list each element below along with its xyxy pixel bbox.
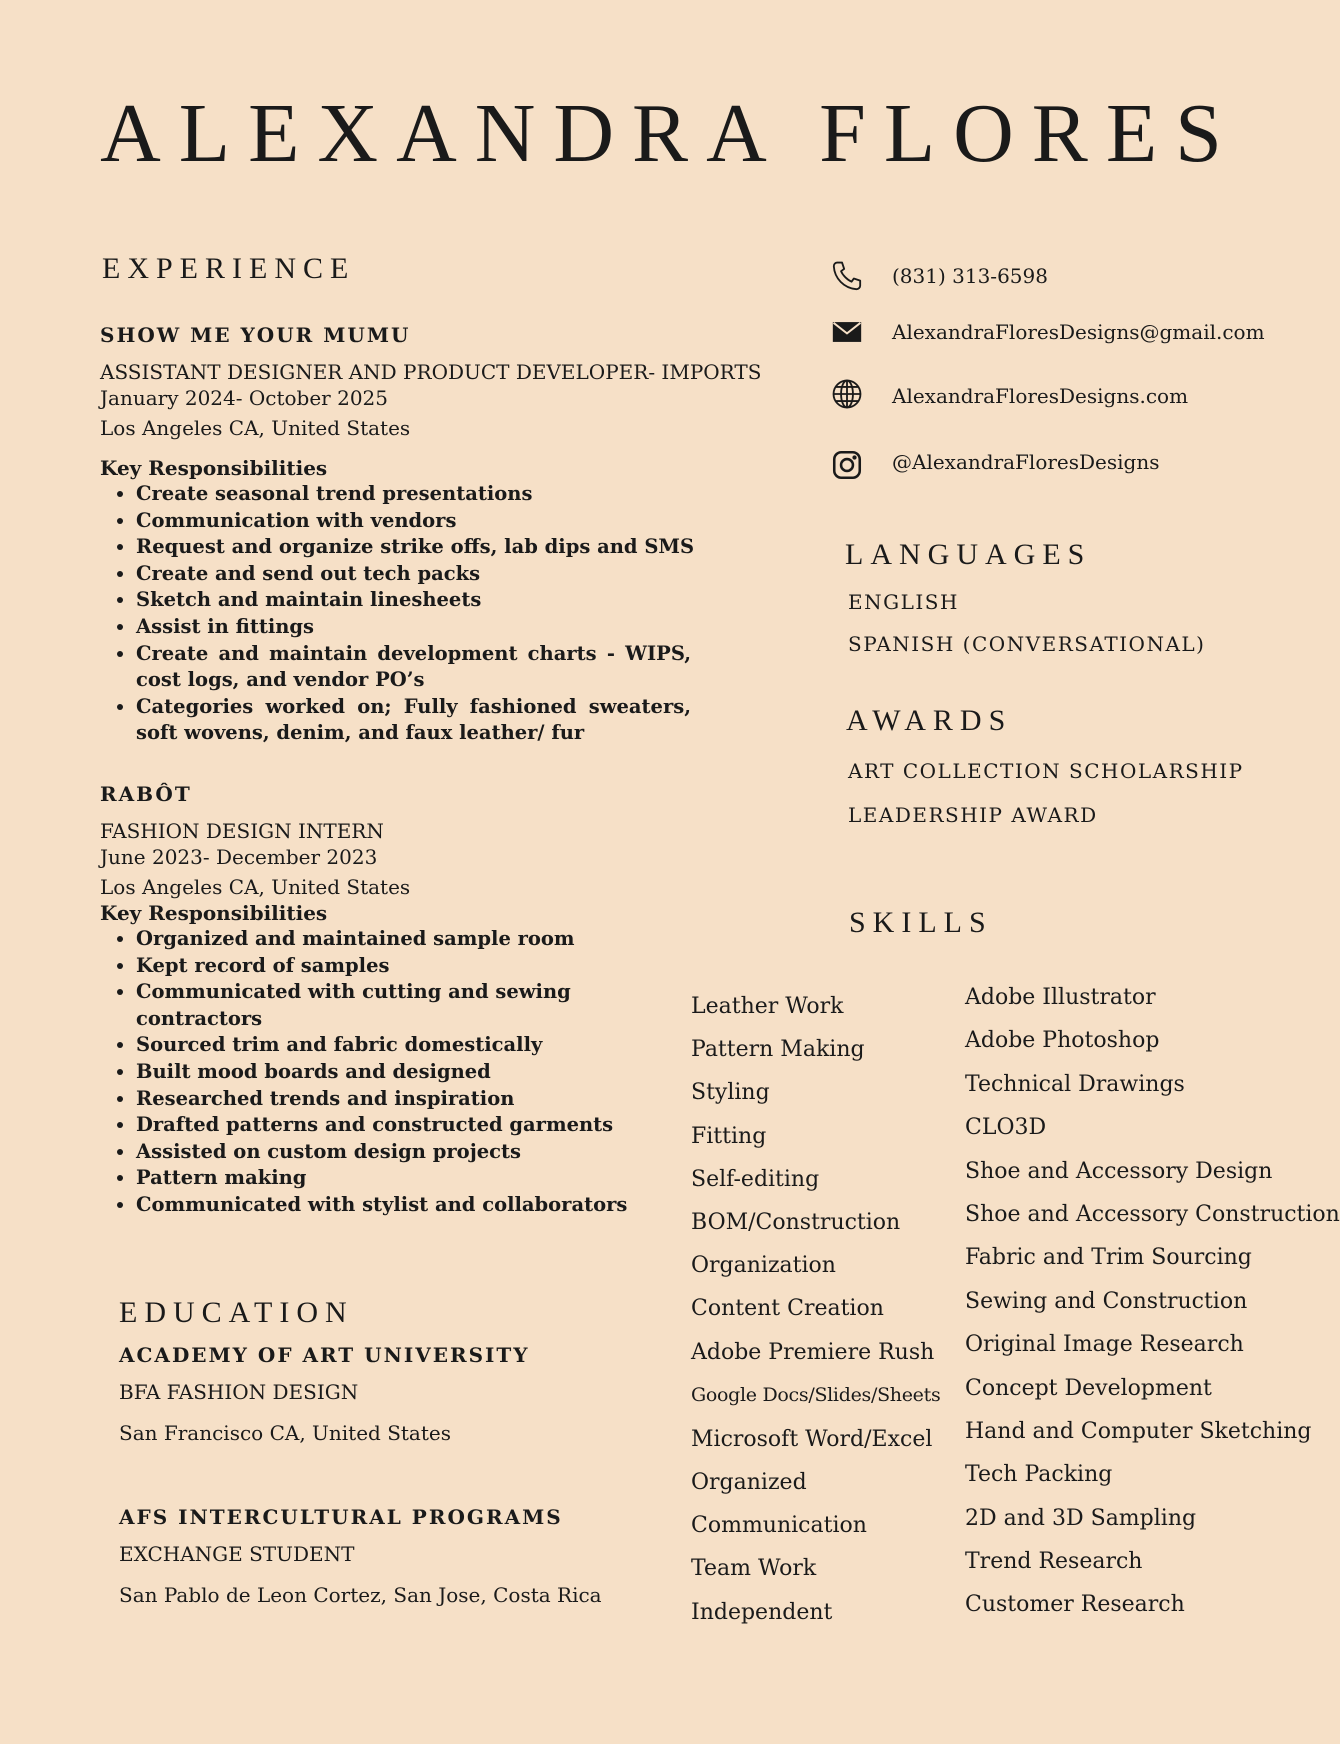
skill-item: Pattern Making xyxy=(691,1037,865,1063)
job-location: Los Angeles CA, United States xyxy=(100,875,411,899)
list-item: • Communicated with stylist and collaborators xyxy=(136,1192,700,1219)
language-item: SPANISH (CONVERSATIONAL) xyxy=(848,632,1206,656)
skill-item: Communication xyxy=(691,1513,867,1539)
school-location: San Francisco CA, United States xyxy=(119,1421,451,1445)
company-name: RABÔT xyxy=(100,782,192,806)
skill-item: Hand and Computer Sketching xyxy=(965,1418,1312,1444)
job-title: ASSISTANT DESIGNER AND PRODUCT DEVELOPER- IMPORTS xyxy=(100,360,762,384)
job-show-me-your-mumu xyxy=(100,323,762,747)
list-item: • Kept record of samples xyxy=(136,953,700,980)
education-entry xyxy=(119,1505,679,1608)
skill-item: Adobe Illustrator xyxy=(965,985,1156,1010)
skill-item: Organized xyxy=(691,1470,807,1496)
skill-item: Shoe and Accessory Construction xyxy=(965,1201,1340,1227)
skill-item: Independent xyxy=(691,1599,833,1625)
skill-item: Google Docs/Slides/Sheets xyxy=(691,1383,941,1406)
list-item: • Create and maintain development charts - WIPS, cost logs, and vendor PO’s xyxy=(136,641,691,694)
candidate-name: ALEXANDRA FLORES xyxy=(100,87,1240,180)
skill-item: BOM/Construction xyxy=(691,1209,901,1235)
skill-item: Technical Drawings xyxy=(965,1071,1185,1097)
skill-item: Original Image Research xyxy=(965,1332,1244,1358)
list-item: • Assisted on custom design projects xyxy=(136,1139,700,1166)
skills-column-2 xyxy=(965,985,1340,1636)
skill-item: Styling xyxy=(691,1080,770,1106)
job-dates: June 2023- December 2023 xyxy=(100,845,378,869)
list-item: • Sketch and maintain linesheets xyxy=(136,587,726,614)
list-item: • Assist in fittings xyxy=(136,614,726,641)
responsibilities-label: Key Responsibilities xyxy=(100,901,328,925)
skill-item: CLO3D xyxy=(965,1115,1047,1141)
skill-item: Team Work xyxy=(691,1556,817,1582)
responsibilities-list xyxy=(100,481,726,747)
skill-item: Adobe Photoshop xyxy=(965,1028,1160,1054)
skill-item: Adobe Premiere Rush xyxy=(691,1339,935,1365)
skill-item: Self-editing xyxy=(691,1166,820,1192)
skills-heading: SKILLS xyxy=(849,906,993,939)
phone-number[interactable]: (831) 313-6598 xyxy=(892,264,1048,288)
award-item: LEADERSHIP AWARD xyxy=(848,803,1098,827)
degree: EXCHANGE STUDENT xyxy=(119,1542,355,1566)
instagram-icon xyxy=(830,448,864,482)
list-item: • Create and send out tech packs xyxy=(136,561,726,588)
skill-item: Shoe and Accessory Design xyxy=(965,1158,1273,1184)
list-item: • Sourced trim and fabric domestically xyxy=(136,1032,700,1059)
skill-item: Tech Packing xyxy=(965,1462,1113,1488)
education-heading: EDUCATION xyxy=(119,1296,354,1329)
degree: BFA FASHION DESIGN xyxy=(119,1380,359,1404)
languages-heading: LANGUAGES xyxy=(845,538,1092,571)
responsibilities-list xyxy=(100,926,700,1219)
website-link[interactable]: AlexandraFloresDesigns.com xyxy=(892,384,1189,408)
job-title: FASHION DESIGN INTERN xyxy=(100,819,384,843)
awards-heading: AWARDS xyxy=(846,704,1013,737)
list-item: • Drafted patterns and constructed garments xyxy=(136,1112,700,1139)
skills-column-1 xyxy=(691,994,940,1643)
phone-icon xyxy=(830,259,864,293)
skill-item: Organization xyxy=(691,1253,836,1279)
list-item: • Request and organize strike offs, lab dips and SMS xyxy=(136,534,726,561)
school-name: AFS INTERCULTURAL PROGRAMS xyxy=(119,1505,563,1529)
skill-item: Content Creation xyxy=(691,1296,884,1322)
school-location: San Pablo de Leon Cortez, San Jose, Costa Rica xyxy=(119,1583,602,1607)
skill-item: Sewing and Construction xyxy=(965,1288,1248,1314)
school-name: ACADEMY OF ART UNIVERSITY xyxy=(119,1343,530,1367)
skill-item: Leather Work xyxy=(691,994,844,1019)
job-location: Los Angeles CA, United States xyxy=(100,416,411,440)
skill-item: Fitting xyxy=(691,1123,767,1149)
skill-item: Microsoft Word/Excel xyxy=(691,1426,933,1452)
mail-icon xyxy=(830,315,864,349)
skill-item: Customer Research xyxy=(965,1592,1185,1618)
job-dates: January 2024- October 2025 xyxy=(100,386,388,410)
skill-item: Fabric and Trim Sourcing xyxy=(965,1245,1252,1271)
list-item: • Built mood boards and designed xyxy=(136,1059,700,1086)
list-item: • Categories worked on; Fully fashioned sweaters, soft wovens, denim, and faux leather/ fur xyxy=(136,694,691,747)
list-item: • Pattern making xyxy=(136,1165,700,1192)
list-item: • Communicated with cutting and sewing contractors xyxy=(136,979,700,1032)
globe-icon xyxy=(830,377,864,411)
instagram-handle[interactable]: @AlexandraFloresDesigns xyxy=(892,450,1160,474)
list-item: • Organized and maintained sample room xyxy=(136,926,700,953)
skill-item: Concept Development xyxy=(965,1375,1212,1401)
language-item: ENGLISH xyxy=(848,590,959,614)
education-entry xyxy=(119,1343,679,1446)
responsibilities-label: Key Responsibilities xyxy=(100,456,328,480)
skill-item: Trend Research xyxy=(965,1549,1143,1575)
award-item: ART COLLECTION SCHOLARSHIP xyxy=(848,759,1244,783)
list-item: • Communication with vendors xyxy=(136,508,726,535)
job-rabot xyxy=(100,782,700,1219)
list-item: • Create seasonal trend presentations xyxy=(136,481,726,508)
email-link[interactable]: AlexandraFloresDesigns@gmail.com xyxy=(892,320,1265,344)
experience-heading: EXPERIENCE xyxy=(102,252,356,285)
list-item: • Researched trends and inspiration xyxy=(136,1086,700,1113)
skill-item: 2D and 3D Sampling xyxy=(965,1505,1197,1531)
company-name: SHOW ME YOUR MUMU xyxy=(100,323,411,347)
